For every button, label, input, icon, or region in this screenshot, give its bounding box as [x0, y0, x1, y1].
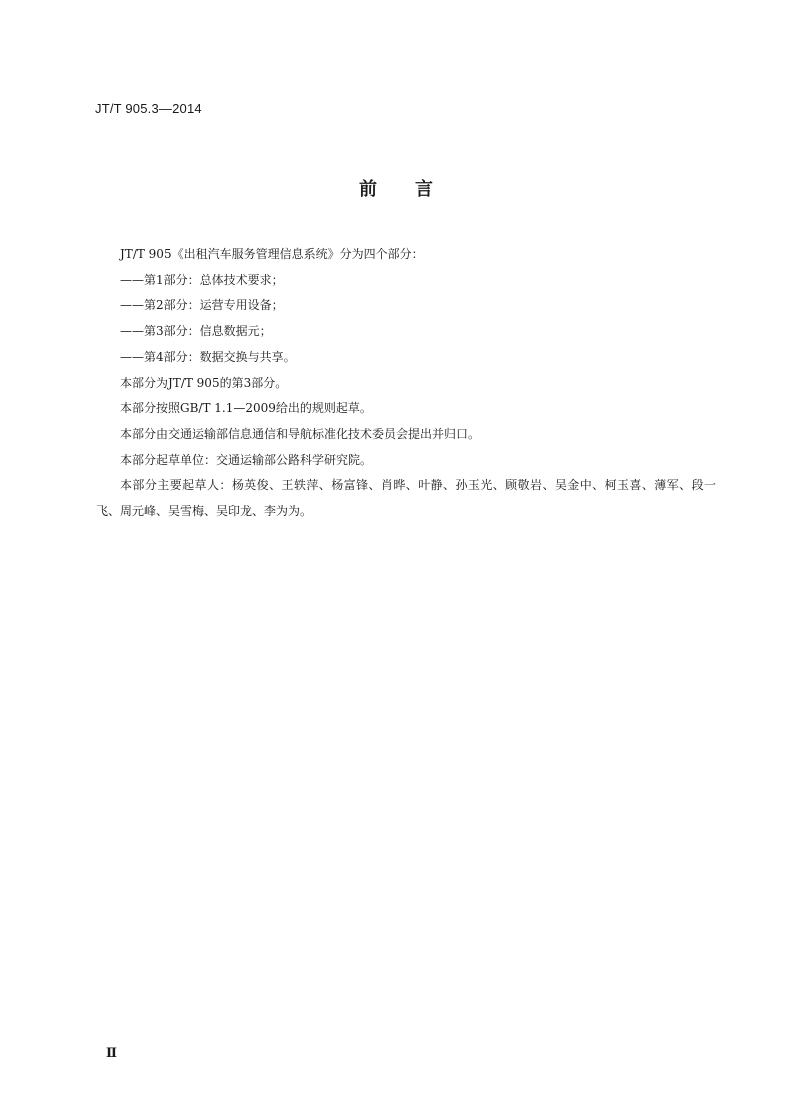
- paragraph-intro: JT/T 905《出租汽车服务管理信息系统》分为四个部分：: [120, 247, 424, 261]
- list-item-part-1: ——第1部分：总体技术要求；: [120, 272, 284, 287]
- list-item-part-2: ——第2部分：运营专用设备；: [120, 298, 284, 313]
- page-number: Ⅱ: [106, 1045, 117, 1060]
- paragraph-drafting-rules: 本部分按照GB/T 1.1—2009给出的规则起草。: [120, 401, 372, 416]
- standard-code: JT/T 905.3—2014: [95, 101, 202, 116]
- list-item-part-3: ——第3部分：信息数据元；: [120, 324, 272, 339]
- paragraph-proposer: 本部分由交通运输部信息通信和导航标准化技术委员会提出并归口。: [120, 426, 481, 441]
- paragraph-drafters: 本部分主要起草人：杨英俊、王轶萍、杨富锋、肖晔、叶静、孙玉光、顾敬岩、吴金中、柯玉喜、薄军、段一飞、周元峰、吴雪梅、吴印龙、李为为。: [96, 478, 716, 519]
- foreword-body: [96, 242, 716, 525]
- paragraph-drafting-unit: 本部分起草单位：交通运输部公路科学研究院。: [120, 452, 373, 467]
- page-title: 前言: [359, 179, 471, 200]
- paragraph-this-part: 本部分为JT/T 905的第3部分。: [120, 375, 288, 390]
- list-item-part-4: ——第4部分：数据交换与共享。: [120, 349, 296, 364]
